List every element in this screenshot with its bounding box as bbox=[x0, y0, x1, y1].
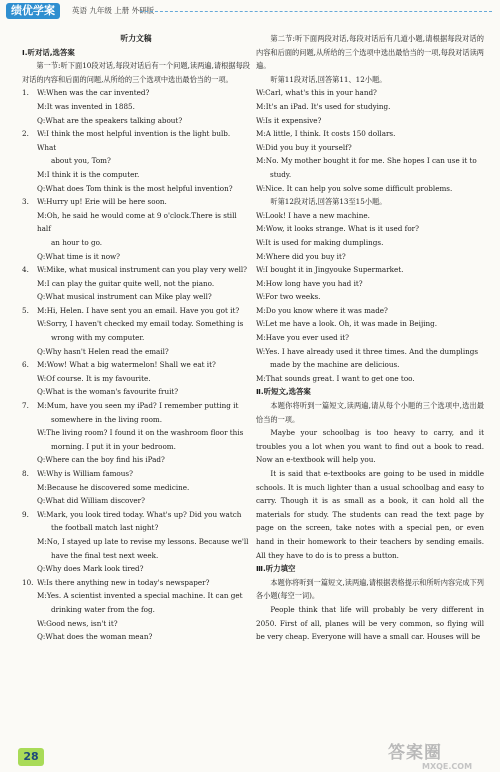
left-column bbox=[22, 32, 250, 644]
dialog-intro: 听第12段对话,回答第13至15小题。 bbox=[270, 197, 387, 207]
brand-badge: 绩优学案 bbox=[6, 3, 60, 19]
dialog-intro: 听第11段对话,回答第11、12小题。 bbox=[270, 74, 387, 84]
dialog-line: W:Did you buy it yourself? bbox=[256, 142, 352, 152]
question-line: Q:Why hasn't Helen read the email? bbox=[37, 346, 169, 356]
passage-paragraph: Maybe your schoolbag is too heavy to carry, and it troubles you a lot when you want to find out a book to read. Now an e-textbook will help you. bbox=[256, 428, 484, 465]
dialog-text: M:Mum, have you seen my iPad? I remember putting it bbox=[37, 401, 239, 411]
dialog-line bbox=[22, 399, 250, 413]
question-line: Q:Where can the boy find his iPad? bbox=[37, 455, 165, 465]
dialog-line: W:Let me have a look. Oh, it was made in Beijing. bbox=[256, 319, 437, 329]
item-number: 8. bbox=[22, 469, 29, 478]
dialog-list bbox=[22, 86, 250, 643]
question-line: Q:What time is it now? bbox=[37, 251, 121, 261]
instruction-paragraph: 第二节:听下面两段对话,每段对话后有几道小题,请根据每段对话的内容和后面的问题,从所给的三个选项中选出最恰当的一项,每段对话读两遍。 bbox=[256, 34, 484, 71]
item-number: 7. bbox=[22, 401, 29, 411]
dialog-line: about you, Tom? bbox=[51, 156, 111, 166]
page-number: 28 bbox=[18, 748, 44, 766]
item-number: 2. bbox=[22, 129, 29, 139]
dialog-line bbox=[22, 86, 250, 100]
dialog-line: W:Look! I have a new machine. bbox=[256, 210, 370, 220]
dialog-line: W:Nice. It can help you solve some difficult problems. bbox=[256, 183, 453, 193]
question-line: Q:What are the speakers talking about? bbox=[37, 115, 183, 125]
dialog-line: an hour to go. bbox=[51, 237, 103, 247]
item-number: 1. bbox=[22, 88, 29, 98]
dialog-line: W:I bought it in Jingyouke Supermarket. bbox=[256, 265, 404, 275]
question-line: Q:What did William discover? bbox=[37, 496, 145, 506]
dialog-line: M:Wow, it looks strange. What is it used for? bbox=[256, 224, 419, 234]
dialog-line bbox=[22, 576, 250, 590]
dialog-item bbox=[22, 399, 250, 467]
section-heading: Ⅱ.听短文,选答案 bbox=[256, 387, 311, 397]
dialog-item bbox=[22, 127, 250, 195]
dialog-line: W:Yes. I have already used it three times. And the dumplings bbox=[256, 346, 479, 356]
header-divider bbox=[140, 11, 492, 12]
item-number: 4. bbox=[22, 265, 29, 275]
page-header bbox=[0, 0, 500, 22]
watermark-logo bbox=[388, 744, 498, 772]
dialog-item bbox=[22, 263, 250, 304]
dialog-line: somewhere in the living room. bbox=[51, 414, 163, 424]
dialog-text: W:Is there anything new in today's newspaper? bbox=[37, 577, 210, 587]
instruction-paragraph: 本题你将听到一篇短文,读两遍,请从每个小题的三个选项中,选出最恰当的一项。 bbox=[256, 401, 484, 424]
dialog-line: M:It's an iPad. It's used for studying. bbox=[256, 101, 391, 111]
dialog-text: W:Mike, what musical instrument can you play very well? bbox=[37, 265, 248, 275]
dialog-line: W:Good news, isn't it? bbox=[37, 618, 118, 628]
question-line: Q:What does the woman mean? bbox=[37, 632, 153, 642]
dialog-line: M:A little, I think. It costs 150 dollars. bbox=[256, 129, 396, 139]
dialog-text: W:I think the most helpful invention is the light bulb. What bbox=[37, 129, 231, 152]
passage-paragraph: People think that life will probably be very different in 2050. First of all, planes will be very common, so flying will be very cheap. Everyone will have a small car. Houses will be bbox=[256, 604, 484, 642]
dialog-line: M:No. My mother bought it for me. She hopes I can use it to bbox=[256, 156, 477, 166]
dialog-line bbox=[22, 304, 250, 318]
subject-label: 英语 九年级 上册 外研版 bbox=[72, 6, 155, 15]
item-number: 9. bbox=[22, 509, 29, 519]
dialog-line: W:The living room? I found it on the washroom floor this bbox=[37, 428, 244, 438]
dialog-line: have the final test next week. bbox=[51, 550, 159, 560]
dialog-line: M:It was invented in 1885. bbox=[37, 101, 135, 111]
dialog-line: the football match last night? bbox=[51, 523, 159, 533]
dialog-line: M:Oh, he said he would come at 9 o'clock.There is still half bbox=[37, 210, 237, 234]
dialog-line bbox=[22, 127, 250, 154]
instruction-paragraph: 本题你将听到一篇短文,读两遍,请根据表格提示和所听内容完成下列各小题(每空一词)。 bbox=[256, 577, 484, 601]
dialog-text: W:When was the car invented? bbox=[37, 88, 150, 98]
dialog-line: M:No, I stayed up late to revise my lessons. Because we'll bbox=[37, 536, 249, 546]
dialog-line: M:Do you know where it was made? bbox=[256, 305, 388, 315]
item-number: 3. bbox=[22, 197, 29, 207]
dialog-line bbox=[22, 467, 250, 481]
dialog-item bbox=[22, 508, 250, 576]
dialog-line: M:I can play the guitar quite well, not the piano. bbox=[37, 278, 215, 288]
section-heading: Ⅰ.听对话,选答案 bbox=[22, 47, 75, 57]
instruction-paragraph: 第一节:听下面10段对话,每段对话后有一个问题,读两遍,请根据每段对话的内容和后面的问题,从所给的三个选项中选出最恰当的一项。 bbox=[22, 61, 250, 84]
dialog-item bbox=[22, 304, 250, 358]
watermark-url: MXQE.COM bbox=[422, 762, 473, 771]
dialog-item bbox=[22, 358, 250, 399]
dialog-text: W:Mark, you look tired today. What's up? Did you watch bbox=[37, 509, 242, 519]
dialog-line bbox=[22, 358, 250, 372]
dialog-line: W:Is it expensive? bbox=[256, 115, 322, 125]
dialog-line: W:For two weeks. bbox=[256, 292, 321, 302]
dialog-line bbox=[22, 508, 250, 522]
dialog-line: study. bbox=[270, 169, 292, 179]
question-line: Q:Why does Mark look tired? bbox=[37, 564, 144, 574]
dialog-text: M:Hi, Helen. I have sent you an email. Have you got it? bbox=[37, 305, 240, 315]
item-number: 5. bbox=[22, 305, 29, 315]
dialog-line: morning. I put it in your bedroom. bbox=[51, 441, 176, 451]
watermark-text: 答案圈 bbox=[388, 743, 442, 763]
question-line: Q:What does Tom think is the most helpful invention? bbox=[37, 183, 233, 193]
dialog-line bbox=[22, 263, 250, 277]
dialog-item bbox=[22, 467, 250, 508]
dialog-12 bbox=[256, 209, 484, 386]
section-heading: Ⅲ.听力填空 bbox=[256, 564, 296, 574]
dialog-line: W:Sorry, I haven't checked my email today. Something is bbox=[37, 319, 244, 329]
dialog-line: M:Yes. A scientist invented a special machine. It can get bbox=[37, 591, 243, 601]
page-title: 听力文稿 bbox=[120, 34, 152, 43]
dialog-text: W:Why is William famous? bbox=[37, 469, 133, 478]
dialog-line: drinking water from the fog. bbox=[51, 604, 155, 614]
dialog-line: wrong with my computer. bbox=[51, 333, 145, 343]
dialog-line: W:It is used for making dumplings. bbox=[256, 237, 384, 247]
dialog-line: W:Carl, what's this in your hand? bbox=[256, 88, 377, 98]
dialog-line: M:That sounds great. I want to get one too. bbox=[256, 373, 415, 383]
dialog-line: M:How long have you had it? bbox=[256, 278, 363, 288]
dialog-item bbox=[22, 576, 250, 644]
question-line: Q:What musical instrument can Mike play well? bbox=[37, 292, 212, 302]
dialog-item bbox=[22, 195, 250, 263]
item-number: 6. bbox=[22, 360, 29, 370]
dialog-line: M:Because he discovered some medicine. bbox=[37, 482, 190, 492]
item-number: 10. bbox=[22, 577, 34, 587]
dialog-text: W:Hurry up! Erie will be here soon. bbox=[37, 197, 167, 207]
dialog-line: made by the machine are delicious. bbox=[270, 360, 400, 370]
dialog-11 bbox=[256, 86, 484, 195]
dialog-item bbox=[22, 86, 250, 127]
dialog-line: M:Where did you buy it? bbox=[256, 251, 346, 261]
right-column bbox=[256, 32, 484, 644]
dialog-line: W:Of course. It is my favourite. bbox=[37, 373, 151, 383]
question-line: Q:What is the woman's favourite fruit? bbox=[37, 387, 179, 397]
dialog-text: M:Wow! What a big watermelon! Shall we eat it? bbox=[37, 360, 216, 370]
dialog-line: M:I think it is the computer. bbox=[37, 169, 140, 179]
dialog-line bbox=[22, 195, 250, 209]
passage-paragraph: It is said that e-textbooks are going to be used in middle schools. It is much lighter than a usual schoolbag and easy to carry. Though it is as small as a book, it can hold all the materials for study. The students can read the text page by page on the screen, take notes with a special pen, or even hand in their homework to their teachers by sending emails. All they have to do is to press a button. bbox=[256, 469, 484, 560]
dialog-line: M:Have you ever used it? bbox=[256, 333, 350, 343]
